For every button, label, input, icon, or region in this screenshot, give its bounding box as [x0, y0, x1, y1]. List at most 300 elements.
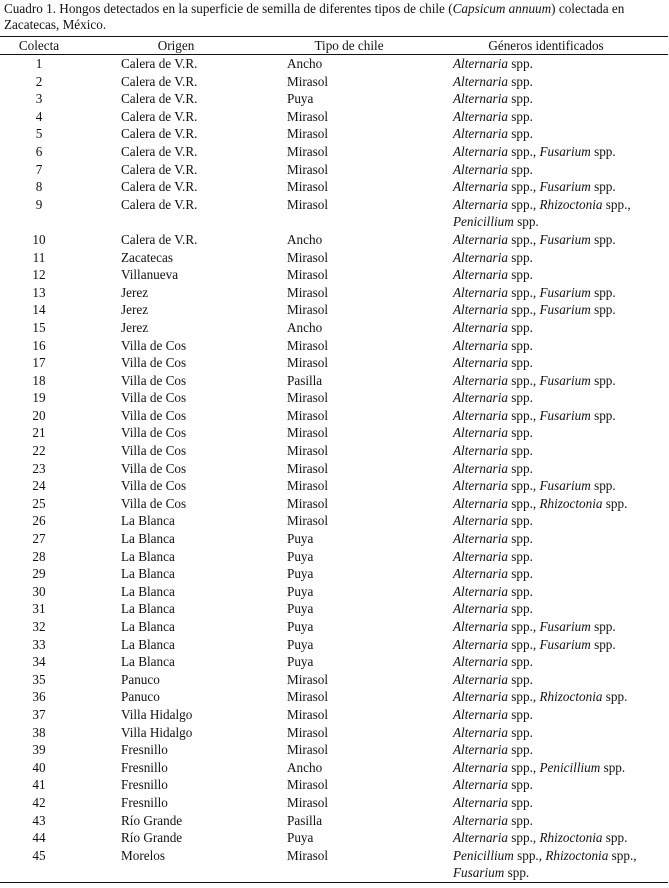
spp-label: spp.	[511, 108, 533, 124]
cell-tipo: Mirasol	[287, 777, 329, 793]
genus-name: Fusarium	[539, 231, 591, 247]
table-row	[0, 829, 668, 847]
cell-generos	[424, 530, 668, 548]
genus-name: Alternaria	[453, 794, 508, 810]
table-row	[0, 55, 668, 73]
cell-colecta: 27	[32, 531, 46, 547]
genus-name: Penicillium	[539, 759, 601, 775]
cell-colecta: 29	[32, 566, 46, 582]
genus-name: Alternaria	[453, 249, 508, 265]
cell-generos	[424, 460, 668, 478]
cell-colecta: 25	[32, 495, 46, 511]
cell-colecta: 20	[32, 407, 46, 423]
cell-colecta: 22	[32, 443, 46, 459]
genus-name: Alternaria	[453, 231, 508, 247]
spp-label: spp.	[511, 495, 533, 511]
cell-colecta: 38	[32, 724, 46, 740]
cell-tipo: Pasilla	[287, 372, 323, 388]
genus-name: Alternaria	[453, 143, 508, 159]
cell-colecta: 37	[32, 706, 46, 722]
cell-colecta: 39	[32, 742, 46, 758]
cell-colecta: 2	[35, 73, 43, 89]
cell-origen: Calera de V.R.	[121, 161, 198, 177]
table-row	[0, 407, 668, 425]
cell-origen: Río Grande	[121, 830, 183, 846]
cell-colecta: 23	[32, 460, 46, 476]
cell-generos: Alternaria spp., Fusarium spp.	[453, 231, 616, 247]
spp-label: spp.	[594, 231, 616, 247]
spp-label: spp.	[594, 619, 616, 634]
spp-label: spp.	[594, 407, 616, 423]
genus-name: Fusarium	[453, 865, 505, 881]
cell-colecta: 32	[32, 619, 46, 634]
cell-generos: Penicillium spp., Rhizoctonia spp., Fusarium spp.	[424, 847, 668, 883]
table-row	[0, 724, 668, 742]
spp-label: spp.	[511, 302, 533, 318]
table-row	[0, 671, 668, 689]
cell-origen: Calera de V.R.	[121, 143, 198, 159]
table-row	[0, 812, 668, 830]
cell-generos	[424, 671, 668, 689]
table-row	[0, 530, 668, 548]
spp-label: spp.	[511, 443, 533, 459]
spp-label: spp.	[511, 143, 533, 159]
genus-name: Alternaria	[453, 583, 508, 599]
cell-origen: Río Grande	[121, 812, 183, 828]
table-row	[0, 565, 668, 583]
cell-generos	[424, 266, 668, 284]
genus-name: Alternaria	[453, 56, 508, 71]
cell-colecta: 10	[32, 231, 46, 247]
spp-label: spp.	[594, 478, 616, 494]
cell-tipo: Mirasol	[287, 355, 329, 371]
genus-name: Alternaria	[453, 390, 508, 406]
cell-origen: Calera de V.R.	[121, 73, 198, 89]
genus-name: Alternaria	[453, 495, 508, 511]
table-body	[0, 55, 668, 883]
cell-origen: Calera de V.R.	[121, 179, 198, 195]
cell-origen: Morelos	[78, 847, 274, 883]
spp-label: spp.	[594, 372, 616, 388]
cell-colecta: 6	[35, 143, 43, 159]
spp-label: spp.	[511, 249, 533, 265]
cell-origen: Calera de V.R.	[121, 126, 198, 142]
cell-origen: Villa de Cos	[121, 337, 187, 353]
table-row	[0, 512, 668, 530]
cell-tipo: Mirasol	[287, 495, 329, 511]
table-row	[0, 653, 668, 671]
genus-name: Penicillium	[453, 847, 514, 863]
genus-name: Alternaria	[453, 460, 508, 476]
genus-name: Alternaria	[453, 531, 508, 547]
table-row	[0, 583, 668, 601]
cell-generos	[424, 90, 668, 108]
cell-tipo: Ancho	[287, 56, 323, 71]
cell-origen: Zacatecas	[121, 249, 173, 265]
header-colecta: Colecta	[0, 37, 78, 55]
spp-label: spp.	[511, 337, 533, 353]
header-tipo: Tipo de chile	[274, 37, 424, 55]
table-row	[0, 442, 668, 460]
cell-origen: La Blanca	[121, 548, 175, 564]
cell-origen: Jerez	[121, 319, 149, 335]
cell-generos: Alternaria spp., Fusarium spp.	[453, 179, 616, 195]
cell-origen: Villa de Cos	[121, 495, 187, 511]
table-row	[0, 284, 668, 302]
spp-label: spp.	[511, 284, 533, 300]
table-header-row	[0, 37, 668, 55]
cell-tipo: Mirasol	[287, 671, 329, 687]
genus-name: Alternaria	[453, 126, 508, 142]
spp-label: spp.	[594, 284, 616, 300]
spp-label: spp.	[517, 847, 539, 863]
cell-generos: Alternaria spp., Fusarium spp.	[453, 302, 616, 318]
genus-name: Alternaria	[453, 319, 508, 335]
spp-label: spp.	[511, 407, 533, 423]
table-row	[0, 548, 668, 566]
spp-label: spp.	[511, 267, 533, 283]
cell-tipo: Mirasol	[287, 73, 329, 89]
cell-generos: Alternaria spp., Penicillium spp.	[453, 759, 626, 775]
table-row	[0, 794, 668, 812]
genus-name: Penicillium	[453, 214, 514, 230]
genus-name: Alternaria	[453, 196, 508, 212]
cell-origen: Villa de Cos	[121, 390, 187, 406]
spp-label: spp.	[511, 179, 533, 195]
genus-name: Alternaria	[453, 689, 508, 705]
cell-tipo: Mirasol	[287, 126, 329, 142]
cell-generos	[424, 125, 668, 143]
table-row	[0, 389, 668, 407]
genus-name: Alternaria	[453, 742, 508, 758]
cell-tipo: Mirasol	[287, 513, 329, 529]
cell-tipo: Mirasol	[287, 249, 329, 265]
cell-tipo: Ancho	[287, 759, 323, 775]
cell-origen: La Blanca	[121, 566, 175, 582]
cell-origen: Fresnillo	[121, 759, 168, 775]
cell-colecta: 30	[32, 583, 46, 599]
genus-name: Alternaria	[453, 548, 508, 564]
cell-tipo: Mirasol	[287, 706, 329, 722]
spp-label: spp.	[605, 689, 628, 705]
cell-colecta: 45	[0, 847, 78, 883]
cell-generos: Alternaria spp., Rhizoctonia spp.	[453, 830, 628, 846]
cell-tipo: Mirasol	[287, 337, 329, 353]
cell-colecta: 9	[35, 196, 43, 212]
cell-generos	[424, 653, 668, 671]
spp-label: spp.	[511, 73, 533, 89]
cell-origen: Villanueva	[121, 267, 179, 283]
cell-tipo: Puya	[287, 548, 314, 564]
table-row	[0, 354, 668, 372]
spp-label: spp.	[511, 425, 533, 441]
cell-tipo: Mirasol	[287, 390, 329, 406]
cell-tipo: Mirasol	[287, 478, 329, 494]
genus-name: Fusarium	[539, 636, 591, 652]
cell-tipo: Mirasol	[287, 794, 329, 810]
table-row	[0, 178, 668, 196]
cell-colecta: 5	[35, 126, 43, 142]
genus-name: Fusarium	[539, 619, 591, 634]
cell-colecta: 44	[32, 830, 46, 846]
cell-generos	[424, 776, 668, 794]
cell-generos: Alternaria spp., Fusarium spp.	[453, 372, 616, 388]
spp-label: spp.	[511, 91, 533, 107]
cell-origen: La Blanca	[121, 619, 175, 634]
cell-colecta: 26	[32, 513, 46, 529]
genus-name: Rhizoctonia	[539, 830, 603, 846]
cell-origen: Panuco	[121, 671, 160, 687]
header-origen: Origen	[78, 37, 274, 55]
cell-generos	[424, 724, 668, 742]
cell-colecta: 35	[32, 671, 46, 687]
table-row	[0, 73, 668, 91]
cell-origen: Villa Hidalgo	[121, 706, 193, 722]
cell-generos: Alternaria spp., Fusarium spp.	[453, 636, 616, 652]
cell-tipo: Puya	[287, 583, 314, 599]
cell-tipo: Mirasol	[287, 407, 329, 423]
cell-generos: Alternaria spp., Rhizoctonia spp., Penicillium spp.	[453, 196, 631, 230]
table-row	[0, 495, 668, 513]
spp-label: spp.	[511, 759, 533, 775]
table-row	[0, 90, 668, 108]
caption-suffix: ) colectada en Zacatecas, México.	[4, 1, 625, 32]
cell-generos: Alternaria spp., Fusarium spp.	[453, 407, 616, 423]
cell-tipo: Mirasol	[287, 443, 329, 459]
spp-label: spp.	[605, 495, 628, 511]
spp-label: spp.	[507, 865, 530, 881]
cell-origen: Villa de Cos	[121, 425, 187, 441]
table-row	[0, 706, 668, 724]
cell-tipo: Puya	[287, 91, 314, 107]
genus-name: Alternaria	[453, 284, 508, 300]
cell-generos	[424, 600, 668, 618]
table-row	[0, 319, 668, 337]
genus-name: Rhizoctonia	[539, 495, 603, 511]
cell-origen: Villa de Cos	[121, 355, 187, 371]
cell-origen: Calera de V.R.	[121, 91, 198, 107]
table-row	[0, 231, 668, 249]
cell-colecta: 8	[35, 179, 43, 195]
cell-origen: Fresnillo	[121, 742, 168, 758]
spp-label: spp.	[511, 478, 533, 494]
genus-name: Alternaria	[453, 619, 508, 634]
cell-colecta: 36	[32, 689, 46, 705]
spp-label: spp.	[594, 302, 616, 318]
table-row	[0, 301, 668, 319]
genus-name: Rhizoctonia	[545, 847, 609, 863]
cell-colecta: 43	[32, 812, 46, 828]
genus-name: Alternaria	[453, 407, 508, 423]
cell-generos: Alternaria spp., Fusarium spp.	[453, 619, 616, 634]
table-row	[0, 847, 668, 883]
spp-label: spp.	[511, 654, 533, 670]
genus-name: Alternaria	[453, 830, 508, 846]
spp-label: spp.	[511, 513, 533, 529]
cell-origen: La Blanca	[121, 513, 175, 529]
table-row	[0, 125, 668, 143]
spp-label: spp.	[511, 319, 533, 335]
genus-name: Fusarium	[539, 407, 591, 423]
cell-origen: Calera de V.R.	[121, 231, 198, 247]
table-row	[0, 196, 668, 231]
cell-colecta: 1	[35, 56, 43, 71]
cell-tipo: Pasilla	[287, 812, 323, 828]
cell-colecta: 34	[32, 654, 46, 670]
genus-name: Fusarium	[539, 179, 591, 195]
genus-name: Alternaria	[453, 337, 508, 353]
cell-colecta: 28	[32, 548, 46, 564]
cell-colecta: 12	[32, 267, 46, 283]
genus-name: Fusarium	[539, 372, 591, 388]
cell-colecta: 15	[32, 319, 46, 335]
genus-name: Alternaria	[453, 566, 508, 582]
cell-origen: Calera de V.R.	[121, 108, 198, 124]
cell-origen: Jerez	[121, 284, 149, 300]
spp-label: spp.	[603, 759, 626, 775]
spp-label: spp.	[511, 689, 533, 705]
cell-tipo: Mirasol	[274, 847, 424, 883]
table-caption	[4, 1, 666, 33]
genus-name: Alternaria	[453, 724, 508, 740]
genus-name: Fusarium	[539, 284, 591, 300]
table-row	[0, 266, 668, 284]
cell-colecta: 3	[35, 91, 43, 107]
cell-generos	[424, 565, 668, 583]
cell-generos	[424, 337, 668, 355]
cell-origen: Villa de Cos	[121, 372, 187, 388]
table-row	[0, 337, 668, 355]
cell-colecta: 19	[32, 390, 46, 406]
spp-label: spp.	[511, 548, 533, 564]
cell-origen: Fresnillo	[121, 777, 168, 793]
cell-generos: Alternaria spp., Fusarium spp.	[453, 143, 616, 159]
genus-name: Fusarium	[539, 143, 591, 159]
cell-origen: La Blanca	[121, 601, 175, 617]
cell-tipo: Mirasol	[287, 460, 329, 476]
cell-generos	[424, 512, 668, 530]
genus-name: Alternaria	[453, 267, 508, 283]
cell-colecta: 31	[32, 601, 46, 617]
table-row	[0, 477, 668, 495]
cell-tipo: Mirasol	[287, 161, 329, 177]
cell-origen: La Blanca	[121, 583, 175, 599]
cell-generos	[424, 424, 668, 442]
cell-colecta: 4	[35, 108, 43, 124]
cell-tipo: Mirasol	[287, 724, 329, 740]
cell-colecta: 14	[32, 302, 46, 318]
spp-label: spp.	[511, 724, 533, 740]
table-row	[0, 759, 668, 777]
cell-tipo: Mirasol	[287, 689, 329, 705]
cell-tipo: Puya	[287, 531, 314, 547]
caption-species: Capsicum annuum	[452, 1, 552, 16]
cell-colecta: 42	[32, 794, 46, 810]
table-row	[0, 688, 668, 706]
genus-name: Alternaria	[453, 179, 508, 195]
cell-colecta: 18	[32, 372, 46, 388]
cell-generos	[424, 794, 668, 812]
spp-label: spp.	[511, 390, 533, 406]
genus-name: Alternaria	[453, 355, 508, 371]
cell-colecta: 13	[32, 284, 46, 300]
cell-origen: Villa de Cos	[121, 407, 187, 423]
cell-tipo: Mirasol	[287, 742, 329, 758]
table-row	[0, 108, 668, 126]
cell-origen: Villa Hidalgo	[121, 724, 193, 740]
spp-label: spp.	[511, 619, 533, 634]
genus-name: Alternaria	[453, 73, 508, 89]
genus-name: Alternaria	[453, 302, 508, 318]
cell-origen: Calera de V.R.	[121, 196, 198, 212]
spp-label: spp.	[511, 372, 533, 388]
genus-name: Alternaria	[453, 478, 508, 494]
cell-tipo: Mirasol	[287, 284, 329, 300]
genus-name: Fusarium	[539, 302, 591, 318]
cell-tipo: Puya	[287, 566, 314, 582]
cell-colecta: 33	[32, 636, 46, 652]
spp-label: spp.	[511, 566, 533, 582]
genus-name: Alternaria	[453, 759, 508, 775]
genus-name: Alternaria	[453, 636, 508, 652]
table-row	[0, 600, 668, 618]
cell-generos	[424, 741, 668, 759]
table-row	[0, 372, 668, 390]
cell-tipo: Puya	[287, 654, 314, 670]
cell-origen: La Blanca	[121, 654, 175, 670]
cell-colecta: 21	[32, 425, 46, 441]
genus-name: Alternaria	[453, 601, 508, 617]
cell-generos	[424, 583, 668, 601]
spp-label: spp.	[517, 214, 539, 230]
table-row	[0, 161, 668, 179]
cell-generos	[424, 442, 668, 460]
cell-tipo: Mirasol	[287, 425, 329, 441]
cell-generos	[424, 249, 668, 267]
cell-origen: Panuco	[121, 689, 160, 705]
spp-label: spp.	[511, 812, 533, 828]
genus-name: Alternaria	[453, 443, 508, 459]
cell-colecta: 7	[35, 161, 43, 177]
cell-origen: Fresnillo	[121, 794, 168, 810]
cell-tipo: Mirasol	[287, 196, 329, 212]
spp-label: spp.	[511, 706, 533, 722]
genus-name: Alternaria	[453, 812, 508, 828]
genus-name: Alternaria	[453, 513, 508, 529]
spp-label: spp.	[511, 601, 533, 617]
spp-label: spp.	[511, 636, 533, 652]
cell-tipo: Ancho	[287, 231, 323, 247]
cell-generos	[424, 319, 668, 337]
cell-colecta: 41	[32, 777, 46, 793]
table-row	[0, 249, 668, 267]
cell-origen: La Blanca	[121, 636, 175, 652]
genus-name: Rhizoctonia	[539, 196, 603, 212]
table-row	[0, 460, 668, 478]
spp-label: spp.	[511, 460, 533, 476]
spp-label: spp.	[511, 231, 533, 247]
cell-generos	[424, 354, 668, 372]
cell-tipo: Mirasol	[287, 143, 329, 159]
cell-generos	[424, 55, 668, 73]
cell-generos: Alternaria spp., Fusarium spp.	[453, 478, 616, 494]
cell-origen: Villa de Cos	[121, 478, 187, 494]
cell-tipo: Puya	[287, 636, 314, 652]
spp-label: spp.	[605, 196, 628, 212]
cell-colecta: 40	[32, 759, 46, 775]
table-row	[0, 636, 668, 654]
header-generos: Géneros identificados	[424, 37, 668, 55]
